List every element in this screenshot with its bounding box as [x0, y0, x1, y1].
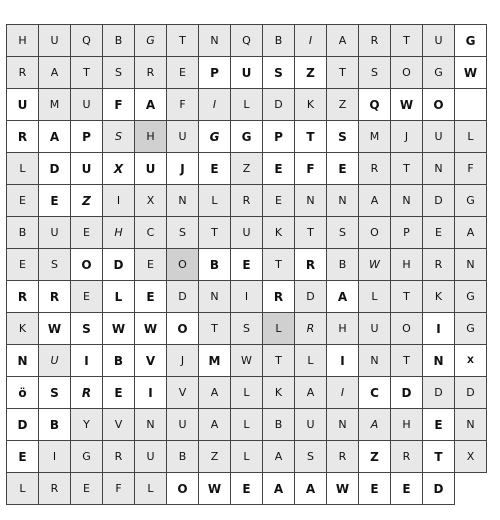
grid-cell-r2-c2[interactable]: U [71, 89, 103, 121]
grid-cell-r8-c4[interactable]: L [103, 281, 135, 313]
grid-cell-r10-c6[interactable]: J [167, 345, 199, 377]
grid-cell-r3-c14[interactable]: U [423, 121, 455, 153]
grid-cell-r8-c7[interactable]: N [199, 281, 231, 313]
grid-cell-r5-c5[interactable]: X [135, 185, 167, 217]
grid-cell-r14-c11[interactable]: W [327, 473, 359, 505]
grid-cell-r0-c11[interactable]: R [359, 25, 391, 57]
grid-cell-r14-c7[interactable]: W [199, 473, 231, 505]
grid-cell-r10-c11[interactable]: I [327, 345, 359, 377]
grid-cell-r8-c8[interactable]: I [231, 281, 263, 313]
grid-cell-r14-c4[interactable]: F [103, 473, 135, 505]
grid-cell-r9-c0[interactable]: G [455, 281, 487, 313]
grid-cell-r12-c2[interactable]: B [39, 409, 71, 441]
grid-cell-r8-c0[interactable]: N [455, 249, 487, 281]
grid-cell-r11-c5[interactable]: I [135, 377, 167, 409]
grid-cell-r4-c4[interactable]: X [103, 153, 135, 185]
grid-cell-r0-c3[interactable]: B [103, 25, 135, 57]
grid-cell-r6-c4[interactable]: H [103, 217, 135, 249]
grid-cell-r7-c9[interactable]: T [263, 249, 295, 281]
grid-cell-r14-c6[interactable]: O [167, 473, 199, 505]
grid-cell-r13-c0[interactable]: N [455, 409, 487, 441]
grid-cell-r13-c1[interactable]: E [7, 441, 39, 473]
grid-cell-r4-c10[interactable]: F [295, 153, 327, 185]
grid-cell-r7-c1[interactable]: E [7, 249, 39, 281]
grid-cell-r4-c12[interactable]: R [359, 153, 391, 185]
grid-cell-r5-c6[interactable]: N [167, 185, 199, 217]
grid-cell-r4-c3[interactable]: U [71, 153, 103, 185]
grid-cell-r1-c3[interactable]: S [103, 57, 135, 89]
grid-cell-r9-c2[interactable]: W [39, 313, 71, 345]
grid-cell-r2-c0[interactable]: U [7, 89, 39, 121]
grid-cell-r6-c14[interactable]: E [423, 217, 455, 249]
grid-cell-r6-c13[interactable]: P [391, 217, 423, 249]
grid-cell-r12-c0[interactable]: D [455, 377, 487, 409]
grid-cell-r5-c10[interactable]: N [295, 185, 327, 217]
grid-cell-r13-c12[interactable]: Z [359, 441, 391, 473]
grid-cell-r10-c2[interactable]: U [39, 345, 71, 377]
grid-cell-r14-c1[interactable]: L [7, 473, 39, 505]
grid-cell-r4-c8[interactable]: Z [231, 153, 263, 185]
grid-cell-r5-c2[interactable]: E [39, 185, 71, 217]
grid-cell-r6-c8[interactable]: U [231, 217, 263, 249]
grid-cell-r4-c9[interactable]: E [263, 153, 295, 185]
grid-cell-r6-c10[interactable]: T [295, 217, 327, 249]
grid-cell-r1-c8[interactable]: S [263, 57, 295, 89]
grid-cell-r14-c12[interactable]: E [359, 473, 391, 505]
grid-cell-r4-c13[interactable]: T [391, 153, 423, 185]
grid-cell-r11-c0[interactable]: X [455, 345, 487, 377]
grid-cell-r6-c12[interactable]: O [359, 217, 391, 249]
grid-cell-r13-c5[interactable]: U [135, 441, 167, 473]
grid-cell-r7-c12[interactable]: W [359, 249, 391, 281]
grid-cell-r0-c5[interactable]: T [167, 25, 199, 57]
grid-cell-r12-c11[interactable]: N [327, 409, 359, 441]
grid-cell-r5-c12[interactable]: A [359, 185, 391, 217]
grid-cell-r7-c3[interactable]: O [71, 249, 103, 281]
grid-cell-r13-c14[interactable]: T [423, 441, 455, 473]
grid-cell-r1-c0[interactable]: R [7, 57, 39, 89]
grid-cell-r7-c2[interactable]: S [39, 249, 71, 281]
grid-cell-r3-c4[interactable]: S [103, 121, 135, 153]
grid-cell-r7-c13[interactable]: H [391, 249, 423, 281]
grid-cell-r3-c12[interactable]: M [359, 121, 391, 153]
grid-cell-r1-c11[interactable]: S [359, 57, 391, 89]
grid-cell-r12-c13[interactable]: H [391, 409, 423, 441]
grid-cell-r14-c3[interactable]: E [71, 473, 103, 505]
grid-cell-r8-c12[interactable]: L [359, 281, 391, 313]
grid-cell-r13-c2[interactable]: I [39, 441, 71, 473]
grid-cell-r12-c4[interactable]: V [103, 409, 135, 441]
grid-cell-r5-c7[interactable]: L [199, 185, 231, 217]
grid-cell-r9-c4[interactable]: W [103, 313, 135, 345]
grid-cell-r4-c7[interactable]: E [199, 153, 231, 185]
grid-cell-r13-c10[interactable]: S [295, 441, 327, 473]
grid-cell-r10-c4[interactable]: B [103, 345, 135, 377]
grid-cell-r3-c9[interactable]: P [263, 121, 295, 153]
grid-cell-r14-c13[interactable]: E [391, 473, 423, 505]
grid-cell-r2-c10[interactable]: Z [327, 89, 359, 121]
grid-cell-r11-c6[interactable]: V [167, 377, 199, 409]
grid-cell-r3-c6[interactable]: U [167, 121, 199, 153]
grid-cell-r2-c6[interactable]: I [199, 89, 231, 121]
grid-cell-r0-c13[interactable]: U [423, 25, 455, 57]
grid-cell-r7-c14[interactable]: R [423, 249, 455, 281]
grid-cell-r0-c14[interactable]: G [455, 25, 487, 57]
grid-cell-r5-c1[interactable]: E [7, 185, 39, 217]
grid-cell-r1-c9[interactable]: Z [295, 57, 327, 89]
grid-cell-r10-c12[interactable]: N [359, 345, 391, 377]
grid-cell-r3-c5[interactable]: H [135, 121, 167, 153]
grid-cell-r6-c11[interactable]: S [327, 217, 359, 249]
grid-cell-r10-c10[interactable]: L [295, 345, 327, 377]
grid-cell-r11-c3[interactable]: R [71, 377, 103, 409]
grid-cell-r9-c5[interactable]: W [135, 313, 167, 345]
grid-cell-r10-c13[interactable]: T [391, 345, 423, 377]
grid-cell-r7-c8[interactable]: E [231, 249, 263, 281]
grid-cell-r10-c8[interactable]: W [231, 345, 263, 377]
grid-cell-r0-c7[interactable]: Q [231, 25, 263, 57]
grid-cell-r3-c7[interactable]: G [199, 121, 231, 153]
grid-cell-r14-c2[interactable]: R [39, 473, 71, 505]
grid-cell-r14-c0[interactable]: X [455, 441, 487, 473]
grid-cell-r10-c7[interactable]: M [199, 345, 231, 377]
grid-cell-r10-c14[interactable]: N [423, 345, 455, 377]
grid-cell-r4-c0[interactable]: L [455, 121, 487, 153]
word-search-grid [6, 24, 487, 505]
grid-cell-r1-c13[interactable]: G [423, 57, 455, 89]
grid-cell-r14-c14[interactable]: D [423, 473, 455, 505]
grid-cell-r3-c0[interactable] [455, 89, 487, 121]
grid-cell-r14-c5[interactable]: L [135, 473, 167, 505]
grid-cell-r2-c8[interactable]: D [263, 89, 295, 121]
grid-cell-r14-c10[interactable]: A [295, 473, 327, 505]
grid-cell-r9-c3[interactable]: S [71, 313, 103, 345]
grid-cell-r2-c4[interactable]: A [135, 89, 167, 121]
grid-cell-r4-c11[interactable]: E [327, 153, 359, 185]
grid-cell-r0-c10[interactable]: A [327, 25, 359, 57]
grid-cell-r3-c11[interactable]: S [327, 121, 359, 153]
grid-cell-r6-c2[interactable]: U [39, 217, 71, 249]
grid-cell-r2-c7[interactable]: L [231, 89, 263, 121]
grid-cell-r9-c11[interactable]: H [327, 313, 359, 345]
grid-cell-r11-c8[interactable]: L [231, 377, 263, 409]
grid-cell-r6-c1[interactable]: B [7, 217, 39, 249]
grid-cell-r0-c6[interactable]: N [199, 25, 231, 57]
grid-cell-r8-c14[interactable]: K [423, 281, 455, 313]
grid-cell-r8-c6[interactable]: D [167, 281, 199, 313]
grid-cell-r12-c12[interactable]: A [359, 409, 391, 441]
grid-cell-r13-c3[interactable]: G [71, 441, 103, 473]
grid-cell-r2-c13[interactable]: O [423, 89, 455, 121]
grid-cell-r10-c1[interactable]: N [7, 345, 39, 377]
grid-cell-r11-c9[interactable]: K [263, 377, 295, 409]
grid-cell-r9-c10[interactable]: R [295, 313, 327, 345]
grid-cell-r9-c13[interactable]: O [391, 313, 423, 345]
grid-cell-r13-c11[interactable]: R [327, 441, 359, 473]
grid-cell-r7-c4[interactable]: D [103, 249, 135, 281]
grid-cell-r1-c12[interactable]: O [391, 57, 423, 89]
grid-cell-r4-c2[interactable]: D [39, 153, 71, 185]
grid-cell-r8-c13[interactable]: T [391, 281, 423, 313]
grid-cell-r10-c9[interactable]: T [263, 345, 295, 377]
grid-cell-r0-c4[interactable]: G [135, 25, 167, 57]
grid-cell-r4-c5[interactable]: U [135, 153, 167, 185]
grid-cell-r6-c6[interactable]: S [167, 217, 199, 249]
grid-cell-r6-c7[interactable]: T [199, 217, 231, 249]
grid-cell-r8-c1[interactable]: R [7, 281, 39, 313]
grid-cell-r4-c14[interactable]: N [423, 153, 455, 185]
grid-cell-r7-c0[interactable]: A [455, 217, 487, 249]
grid-cell-r7-c5[interactable]: E [135, 249, 167, 281]
grid-cell-r9-c6[interactable]: O [167, 313, 199, 345]
grid-cell-r12-c1[interactable]: D [7, 409, 39, 441]
grid-cell-r14-c8[interactable]: E [231, 473, 263, 505]
grid-cell-r1-c10[interactable]: T [327, 57, 359, 89]
grid-cell-r13-c9[interactable]: A [263, 441, 295, 473]
grid-cell-r1-c5[interactable]: E [167, 57, 199, 89]
grid-cell-r9-c12[interactable]: U [359, 313, 391, 345]
grid-cell-r3-c8[interactable]: G [231, 121, 263, 153]
grid-cell-r12-c3[interactable]: Y [71, 409, 103, 441]
grid-cell-r1-c2[interactable]: T [71, 57, 103, 89]
grid-cell-r12-c5[interactable]: N [135, 409, 167, 441]
grid-cell-r5-c11[interactable]: N [327, 185, 359, 217]
grid-cell-r13-c8[interactable]: L [231, 441, 263, 473]
grid-cell-r12-c9[interactable]: B [263, 409, 295, 441]
grid-cell-r11-c12[interactable]: C [359, 377, 391, 409]
grid-cell-r1-c4[interactable]: R [135, 57, 167, 89]
grid-cell-r5-c8[interactable]: R [231, 185, 263, 217]
grid-cell-r12-c8[interactable]: L [231, 409, 263, 441]
grid-cell-r4-c6[interactable]: J [167, 153, 199, 185]
grid-cell-r13-c13[interactable]: R [391, 441, 423, 473]
grid-cell-r3-c2[interactable]: A [39, 121, 71, 153]
grid-cell-r6-c9[interactable]: K [263, 217, 295, 249]
grid-cell-r13-c7[interactable]: Z [199, 441, 231, 473]
grid-cell-r13-c6[interactable]: B [167, 441, 199, 473]
grid-cell-r12-c14[interactable]: E [423, 409, 455, 441]
grid-cell-r0-c2[interactable]: Q [71, 25, 103, 57]
grid-cell-r11-c4[interactable]: E [103, 377, 135, 409]
grid-cell-r8-c10[interactable]: D [295, 281, 327, 313]
grid-cell-r9-c8[interactable]: S [231, 313, 263, 345]
grid-cell-r2-c9[interactable]: K [295, 89, 327, 121]
grid-cell-r9-c14[interactable]: I [423, 313, 455, 345]
grid-cell-r14-c9[interactable]: A [263, 473, 295, 505]
grid-cell-r3-c3[interactable]: P [71, 121, 103, 153]
grid-cell-r12-c7[interactable]: A [199, 409, 231, 441]
grid-cell-r3-c1[interactable]: R [7, 121, 39, 153]
grid-cell-r2-c5[interactable]: F [167, 89, 199, 121]
grid-cell-r11-c10[interactable]: A [295, 377, 327, 409]
grid-cell-r0-c0[interactable]: H [7, 25, 39, 57]
grid-cell-r1-c1[interactable]: A [39, 57, 71, 89]
grid-cell-r7-c7[interactable]: B [199, 249, 231, 281]
grid-cell-r1-c6[interactable]: P [199, 57, 231, 89]
grid-cell-r9-c7[interactable]: T [199, 313, 231, 345]
grid-cell-r11-c2[interactable]: S [39, 377, 71, 409]
grid-cell-r8-c11[interactable]: A [327, 281, 359, 313]
grid-cell-r0-c9[interactable]: I [295, 25, 327, 57]
grid-cell-r2-c3[interactable]: F [103, 89, 135, 121]
grid-cell-r5-c3[interactable]: Z [71, 185, 103, 217]
grid-cell-r5-c13[interactable]: N [391, 185, 423, 217]
grid-cell-r12-c6[interactable]: U [167, 409, 199, 441]
grid-cell-r8-c2[interactable]: R [39, 281, 71, 313]
grid-cell-r8-c5[interactable]: E [135, 281, 167, 313]
grid-cell-r5-c4[interactable]: I [103, 185, 135, 217]
grid-cell-r5-c0[interactable]: F [455, 153, 487, 185]
grid-cell-r7-c6[interactable]: O [167, 249, 199, 281]
grid-cell-r0-c1[interactable]: U [39, 25, 71, 57]
grid-cell-r8-c9[interactable]: R [263, 281, 295, 313]
grid-cell-r6-c3[interactable]: E [71, 217, 103, 249]
grid-cell-r2-c1[interactable]: M [39, 89, 71, 121]
grid-cell-r3-c10[interactable]: T [295, 121, 327, 153]
grid-cell-r11-c7[interactable]: A [199, 377, 231, 409]
grid-cell-r0-c8[interactable]: B [263, 25, 295, 57]
grid-cell-r13-c4[interactable]: R [103, 441, 135, 473]
grid-cell-r6-c5[interactable]: C [135, 217, 167, 249]
grid-cell-r9-c9[interactable]: L [263, 313, 295, 345]
grid-cell-r11-c13[interactable]: D [391, 377, 423, 409]
grid-cell-r12-c10[interactable]: U [295, 409, 327, 441]
grid-cell-r8-c3[interactable]: E [71, 281, 103, 313]
grid-cell-r1-c7[interactable]: U [231, 57, 263, 89]
grid-cell-r10-c5[interactable]: V [135, 345, 167, 377]
grid-cell-r11-c11[interactable]: I [327, 377, 359, 409]
grid-cell-r0-c12[interactable]: T [391, 25, 423, 57]
grid-cell-r10-c0[interactable]: G [455, 313, 487, 345]
grid-cell-r5-c14[interactable]: D [423, 185, 455, 217]
grid-cell-r7-c10[interactable]: R [295, 249, 327, 281]
grid-cell-r10-c3[interactable]: I [71, 345, 103, 377]
grid-cell-r2-c12[interactable]: W [391, 89, 423, 121]
grid-cell-r1-c14[interactable]: W [455, 57, 487, 89]
grid-cell-r11-c14[interactable]: D [423, 377, 455, 409]
grid-cell-r2-c11[interactable]: Q [359, 89, 391, 121]
grid-cell-r4-c1[interactable]: L [7, 153, 39, 185]
grid-cell-r6-c0[interactable]: G [455, 185, 487, 217]
grid-cell-r3-c13[interactable]: J [391, 121, 423, 153]
grid-cell-r7-c11[interactable]: B [327, 249, 359, 281]
grid-cell-r9-c1[interactable]: K [7, 313, 39, 345]
grid-cell-r5-c9[interactable]: E [263, 185, 295, 217]
grid-cell-r11-c1[interactable]: ö [7, 377, 39, 409]
